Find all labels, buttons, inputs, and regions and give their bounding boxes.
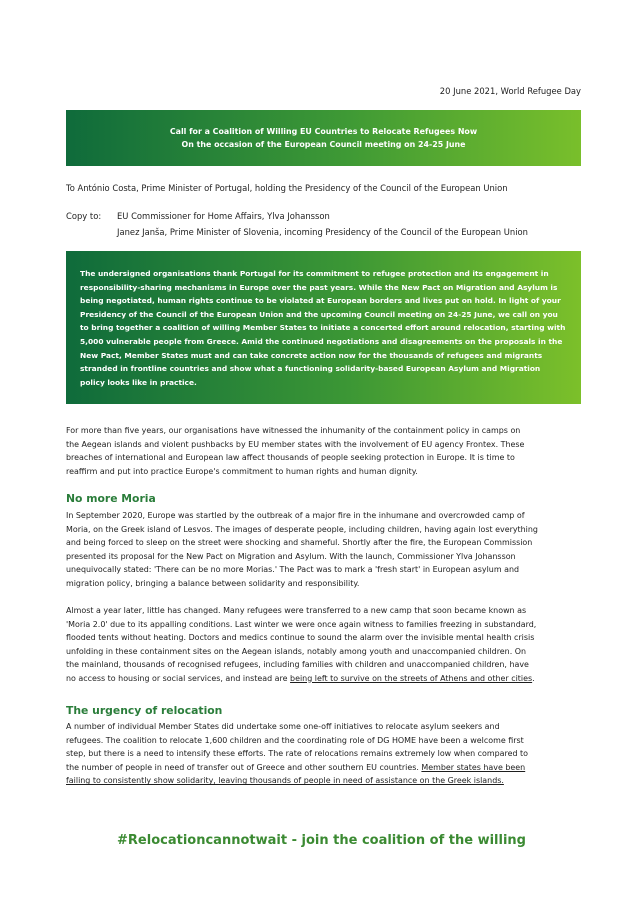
intro-line: breaches of international and European law affect thousands of people seeking protection in Europe. It is time to xyxy=(66,453,515,463)
paragraph-line: unfolding in these containment sites on the Aegean islands, notably among youth and unaccompanied children. On xyxy=(66,646,527,656)
paragraph-line: the mainland, thousands of recognised refugees, including families with children and unaccompanied children, have xyxy=(66,660,529,670)
campaign-hashtag: #Relocationcannotwait - join the coalition of the willing xyxy=(117,833,526,848)
paragraph-line: Moria, on the Greek island of Lesvos. The images of desperate people, including children, having again lost everything xyxy=(66,524,538,534)
moria-paragraph-2 xyxy=(66,604,586,685)
intro-line: reaffirm and put into practice Europe's commitment to human rights and human dignity. xyxy=(66,466,418,476)
paragraph-line: refugees. The coalition to relocate 1,600 children and the coordinating role of DG HOME have been a welcome first xyxy=(66,735,524,745)
solidarity-link-continued[interactable]: failing to consistently show solidarity, leaving thousands of people in need of assistance on the Greek islands. xyxy=(66,776,504,786)
copy-recipient-2: Janez Janša, Prime Minister of Slovenia, incoming Presidency of the Council of the European Union xyxy=(117,227,528,237)
summary-box xyxy=(66,251,581,404)
paragraph-line: and being forced to sleep on the street were shocking and shameful. Shortly after the fire, the European Commission xyxy=(66,538,533,548)
title-banner xyxy=(66,110,581,166)
paragraph-line: migration policy, bringing a balance between solidarity and responsibility. xyxy=(66,578,360,588)
intro-line: For more than five years, our organisations have witnessed the inhumanity of the containment policy in camps on xyxy=(66,426,521,435)
banner-subtitle: On the occasion of the European Council meeting on 24-25 June xyxy=(181,140,466,149)
solidarity-link[interactable]: Member states have been xyxy=(421,762,526,772)
paragraph-line: step, but there is a need to intensify these efforts. The rate of relocations remains extremely low when compared to xyxy=(66,749,529,759)
paragraph-line xyxy=(66,774,586,788)
paragraph-text: the number of people in need of transfer out of Greece and other southern EU countries. xyxy=(66,762,422,772)
relocation-paragraph xyxy=(66,720,586,788)
document-date: 20 June 2021, World Refugee Day xyxy=(439,86,581,96)
moria-paragraph-1 xyxy=(66,509,586,590)
intro-line: the Aegean islands and violent pushbacks by EU member states with the involvement of EU agency Frontex. These xyxy=(66,439,525,449)
streets-of-athens-link[interactable]: being left to survive on the streets of Athens and other cities xyxy=(290,673,533,683)
paragraph-text: . xyxy=(532,673,535,683)
heading-urgency-of-relocation: The urgency of relocation xyxy=(66,704,223,717)
copy-to-label: Copy to: xyxy=(66,211,102,221)
paragraph-line: presented its proposal for the New Pact on Migration and Asylum. With the launch, Commissioner Ylva Johansson xyxy=(66,551,516,561)
heading-no-more-moria: No more Moria xyxy=(66,492,156,505)
paragraph-line: Almost a year later, little has changed. Many refugees were transferred to a new camp that soon became known as xyxy=(66,606,527,615)
addressee-line: To António Costa, Prime Minister of Portugal, holding the Presidency of the Council of the European Union xyxy=(66,183,508,193)
paragraph-line: A number of individual Member States did undertake some one-off initiatives to relocate asylum seekers and xyxy=(66,722,500,731)
paragraph-line: 'Moria 2.0' due to its appalling conditions. Last winter we were once again witness to families freezing in substandard, xyxy=(66,619,537,629)
banner-title: Call for a Coalition of Willing EU Countries to Relocate Refugees Now xyxy=(169,126,478,136)
paragraph-line: unequivocally stated: 'There can be no more Morias.' The Pact was to mark a 'fresh start' in European asylum and xyxy=(66,565,520,575)
paragraph-text: no access to housing or social services, and instead are xyxy=(66,673,291,683)
paragraph-line xyxy=(66,672,586,686)
paragraph-line: flooded tents without heating. Doctors and medics continue to sound the alarm over the invisible mental health crisis xyxy=(66,633,535,643)
paragraph-line xyxy=(66,761,586,775)
paragraph-line: In September 2020, Europe was startled by the outbreak of a major fire in the inhumane and overcrowded camp of xyxy=(66,511,525,520)
intro-paragraph xyxy=(66,424,586,478)
summary-text: The undersigned organisations thank Portugal for its commitment to refugee protection and its engagement in responsibility-sharing mechanisms in Europe over the past years. While the New Pact on Migration and Asylum is being negotiated, human rights continue to be violated at European borders and lives put on hold. In light of your Presidency of the Council of the European Union and the upcoming Council meeting on 24-25 June, we call on you to bring together a coalition of willing Member States to initiate a concerted effort around relocation, starting with 5,000 vulnerable people from Greece. Amid the continued negotiations and disagreements on the proposals in the New Pact, Member States must and can take concrete action now for the thousands of refugees and migrants stranded in frontline countries and show what a functioning solidarity-based European Asylum and Migration policy looks like in practice. xyxy=(80,269,566,387)
copy-recipient-1: EU Commissioner for Home Affairs, Ylva Johansson xyxy=(117,211,330,221)
